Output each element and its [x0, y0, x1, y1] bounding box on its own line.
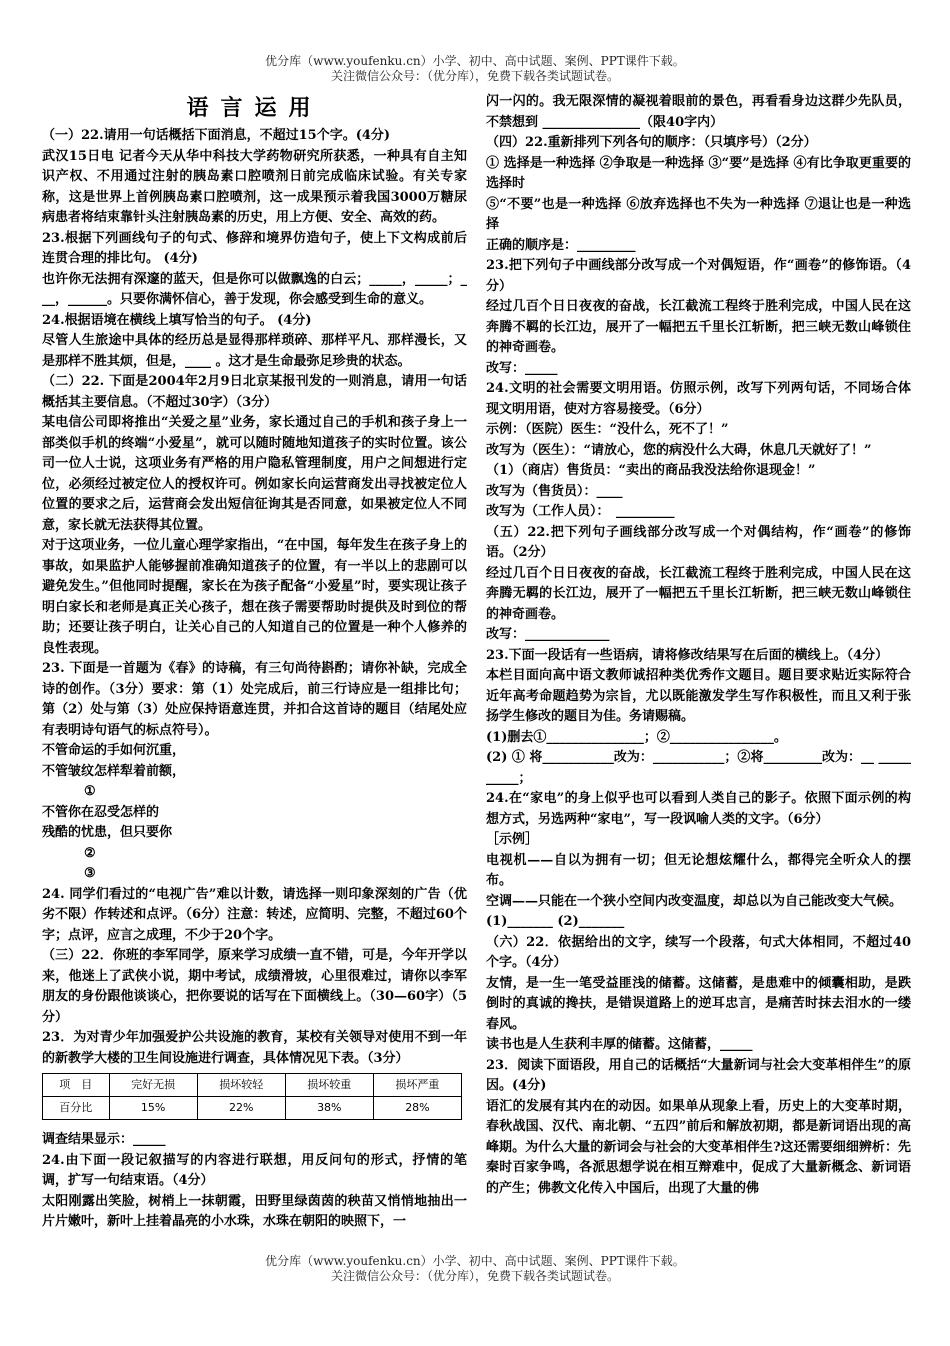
table-cell: 28% [373, 1097, 461, 1120]
survey-table [42, 1073, 462, 1120]
paragraph: （1）（商店）售货员：“卖出的商品我没法给你退现金！” [486, 463, 816, 478]
poem-blank-3: ③ [84, 866, 96, 881]
paragraph: (1)_______ (2)_______ [486, 914, 625, 929]
table-header-cell: 完好无损 [109, 1074, 197, 1097]
paragraph: （六）22．依据给出的文字，续写一个段落，句式大体相同，不超过40个字。（4分） [486, 934, 911, 970]
table-header-cell: 损坏严重 [373, 1074, 461, 1097]
paragraph: 24. 同学们看过的“电视广告”难以计数，请选择一则印象深刻的广告（优劣不限）作转述和点评。（6分）注意：转述，应简明、完整，不超过60个字；点评，应言之成理，不少于20个字。 [42, 886, 467, 943]
paragraph: 24.由下面一段记叙描写的内容进行联想，用反问句的形式，抒情的笔调，扩写一句结束语。（4分） [42, 1152, 467, 1188]
paragraph: 空调——只能在一个狭小空间内改变温度，却总以为自己能改变大气候。 [486, 893, 903, 909]
footer-line-1: 优分库（www.youfenku.cn）小学、初中、高中试题、案例、PPT课件下载。 [265, 1254, 685, 1268]
paragraph: 23.把下列句子中画线部分改写成一个对偶短语，作“画卷”的修饰语。（4分） [486, 258, 911, 294]
paragraph: 23. 下面是一首题为《春》的诗稿，有三句尚待斟酌；请你补缺，完成全诗的创作。（3分）要求：第（1）处完成后，前三行诗应是一组排比句；第（2）处与第（3）处应保持语意连贯，并扣合这首诗的题目（结尾处应有表明诗句语气的标点符号）。 [42, 661, 467, 738]
paragraph: ① 选择是一种选择 ②争取是一种选择 ③“要”是选择 ④有比争取更重要的选择时 [486, 155, 911, 191]
paragraph: 示例：（医院）医生：“没什么，死不了！” [486, 422, 729, 437]
paragraph: 调查结果显示：_____ [42, 1132, 166, 1147]
paragraph: 太阳刚露出笑脸，树梢上一抹朝霞，田野里绿茵茵的秧苗又悄悄地抽出一片片嫩叶，新叶上挂着晶亮的小水珠，水珠在朝阳的映照下，一 [42, 1193, 467, 1229]
paragraph: 23.根据下列画线句子的句式、修辞和境界仿造句子，使上下文构成前后连贯合理的排比句。 (4分) [42, 230, 467, 266]
table-cell: 15% [109, 1097, 197, 1120]
paragraph: 23．阅读下面语段，用自己的话概括“大量新词与社会大变革相伴生”的原因。(4分) [486, 1057, 911, 1093]
paragraph: 改写：_____ [486, 360, 558, 376]
paragraph: （二）22. 下面是2004年2月9日北京某报刊发的一则消息，请用一句话概括其主要信息。（不超过30字）（3分） [42, 374, 467, 410]
paragraph: 读书也是人生获利丰厚的储蓄。这储蓄，_____ [486, 1037, 753, 1052]
paragraph: 尽管人生旅途中具体的经历总是显得那样琐碎、那样平凡、那样漫长，又是那样不胜其烦，但是，____ 。这才是生命最弥足珍贵的状态。 [42, 333, 467, 369]
paragraph: （三）22．你班的李军同学，原来学习成绩一直不错，可是，今年开学以来，他迷上了武侠小说，期中考试，成绩滑坡，心里很难过，请你以李军朋友的身份跟他谈谈心，把你要说的话写在下面横线上。（30—60字）（5分） [42, 948, 467, 1025]
paragraph: （一）22.请用一句话概括下面消息，不超过15个字。(4分) [42, 128, 391, 143]
paragraph: 改写为（医生）：“请放心，您的病没什么大碍，休息几天就好了！” [486, 442, 872, 458]
paragraph: (1)删去①_______________；②________________。 [486, 729, 787, 745]
paragraph: 某电信公司即将推出“关爱之星”业务，家长通过自己的手机和孩子身上一部类似手机的终端“小爱星”，就可以随时随地知道孩子的实时位置。该公司一位人士说，这项业务有严格的用户隐私管理制度，用户之间想进行定位，必须经过被定位人的授权许可。例如家长向运营商发出寻找被定位人位置的要求之后，运营商会发出短信征询其是否同意，如果被定位人不同意，家长就无法获得其位置。 [42, 415, 467, 533]
poem-line-4: 残酷的忧患，但只要你 [42, 825, 173, 840]
poem-line-2: 不管皱纹怎样犁着前额， [42, 763, 186, 779]
paragraph: 经过几百个日日夜夜的奋战，长江截流工程终于胜利完成，中国人民在这奔腾无羁的长江边，展开了一幅把五千里长江斩断，把三峡无数山峰锁住的神奇画卷。 [486, 565, 911, 622]
paragraph: （五）22.把下列句子画线部分改写成一个对偶结构，作“画卷”的修饰语。（2分） [486, 524, 911, 560]
left-column [42, 92, 467, 1233]
table-cell: 38% [285, 1097, 373, 1120]
table-header-cell: 损坏较重 [285, 1074, 373, 1097]
right-column [486, 92, 911, 1199]
paragraph: 正确的顺序是：_________ [486, 237, 636, 253]
paragraph: 语汇的发展有其内在的动因。如果单从现象上看，历史上的大变革时期，春秋战国、汉代、南北朝、“五四”前后和解放初期，都是新词语出现的高峰期。为什么大量的新词会与社会的大变革相伴生?这还需要细细辨析：先秦时百家争鸣，各派思想学说在相互辩难中，促成了大量新概念、新词语的产生；佛教文化传入中国后，出现了大量的佛 [486, 1098, 911, 1196]
paragraph: 24.在“家电”的身上似乎也可以看到人类自己的影子。依照下面示例的构想方式，另选两种“家电”，写一段讽喻人类的文字。（6分） [486, 791, 911, 827]
table-header-cell: 项 目 [43, 1074, 110, 1097]
page-title: 语言运用 [186, 95, 323, 121]
paragraph: 电视机——自以为拥有一切；但无论想炫耀什么，都得完全听众人的摆布。 [486, 852, 911, 888]
poem-line-1: 不管命运的手如何沉重， [42, 743, 186, 758]
paragraph: 23.下面一段话有一些语病，请将修改结果写在后面的横线上。（4分） [486, 647, 889, 663]
paragraph: 改写：_____________ [486, 627, 610, 642]
paragraph: 24.根据语境在横线上填写恰当的句子。 (4分) [42, 312, 312, 328]
page-footer [0, 1254, 950, 1284]
paragraph: （四）22.重新排列下列各句的顺序：（只填序号）（2分） [486, 135, 817, 150]
paragraph: 23．为对青少年加强爱护公共设施的教育，某校有关领导对使用不到一年的新教学大楼的卫生间设施进行调查，具体情况见下表。（3分） [42, 1030, 467, 1066]
paragraph: ［示例］ [486, 832, 539, 847]
paragraph: 改写为（售货员）：____ [486, 483, 623, 499]
paragraph: 友情，是一生一笔受益匪浅的储蓄。这储蓄，是患难中的倾囊相助，是跌倒时的真诚的搀扶，是错误道路上的逆耳忠言，是痛苦时抹去泪水的一缕春风。 [486, 975, 911, 1032]
paragraph: ⑤“不要”也是一种选择 ⑥放弃选择也不失为一种选择 ⑦退让也是一种选择 [486, 196, 911, 232]
header-line-2: 关注微信公众号：（优分库），免费下载各类试题试卷。 [330, 69, 619, 83]
page-header [0, 54, 950, 84]
header-line-1: 优分库（www.youfenku.cn）小学、初中、高中试题、案例、PPT课件下载。 [265, 54, 685, 68]
poem-blank-2: ② [84, 845, 96, 861]
table-row [43, 1097, 462, 1120]
paragraph: 也许你无法拥有深邃的蓝天，但是你可以做飘逸的白云；_____，_____；___，______。只要你满怀信心，善于发现，你会感受到生命的意义。 [42, 271, 467, 307]
paragraph: 武汉15日电 记者今天从华中科技大学药物研究所获悉，一种具有自主知识产权、不用通过注射的胰岛素口腔喷剂日前完成临床试验。有关专家称，这是世界上首例胰岛素口腔喷剂，这一成果预示着我国3000万糖尿病患者将结束靠针头注射胰岛素的历史，用上方便、安全、高效的药。 [42, 148, 467, 225]
paragraph: 经过几百个日日夜夜的奋战，长江截流工程终于胜利完成，中国人民在这奔腾不羁的长江边，展开了一幅把五千里长江斩断，把三峡无数山峰锁住的神奇画卷。 [486, 299, 911, 355]
paragraph: 改写为（工作人员）： _________ [486, 504, 675, 519]
paragraph: 24.文明的社会需要文明用语。仿照示例，改写下列两句话，不同场合体现文明用语，使对方容易接受。（6分） [486, 381, 911, 417]
paragraph: 闪一闪的。我无限深情的凝视着眼前的景色，再看看身边这群少先队员，不禁想到 _______________（限40字内） [486, 94, 911, 130]
poem-line-3: 不管你在忍受怎样的 [42, 804, 160, 820]
paragraph: 本栏目面向高中语文教师诚招种类优秀作文题目。题目要求贴近实际符合近年高考命题趋势为宗旨，尤以既能激发学生写作积极性，而且又利于张扬学生修改的题目为佳。务请赐稿。 [486, 668, 911, 724]
footer-line-2: 关注微信公众号：（优分库），免费下载各类试题试卷。 [330, 1269, 619, 1283]
paragraph: (2) ① 将___________改为：___________；②将_________改为：__ __________； [486, 750, 911, 786]
table-header-cell: 损坏较轻 [197, 1074, 285, 1097]
table-row [43, 1074, 462, 1097]
table-cell: 22% [197, 1097, 285, 1120]
poem-blank-1: ① [84, 784, 96, 799]
table-cell: 百分比 [43, 1097, 110, 1120]
paragraph: 对于这项业务，一位儿童心理学家指出，“在中国，每年发生在孩子身上的事故，如果监护人能够握前准确知道孩子的位置，有一半以上的悲剧可以避免发生。”但他同时提醒，家长在为孩子配备“小爱星”时，要实现让孩子明白家长和老师是真正关心孩子，想在孩子需要帮助时提供及时到位的帮助；还要让孩子明白，让关心自己的人知道自己的位置是一种个人修养的良性表现。 [42, 538, 467, 656]
